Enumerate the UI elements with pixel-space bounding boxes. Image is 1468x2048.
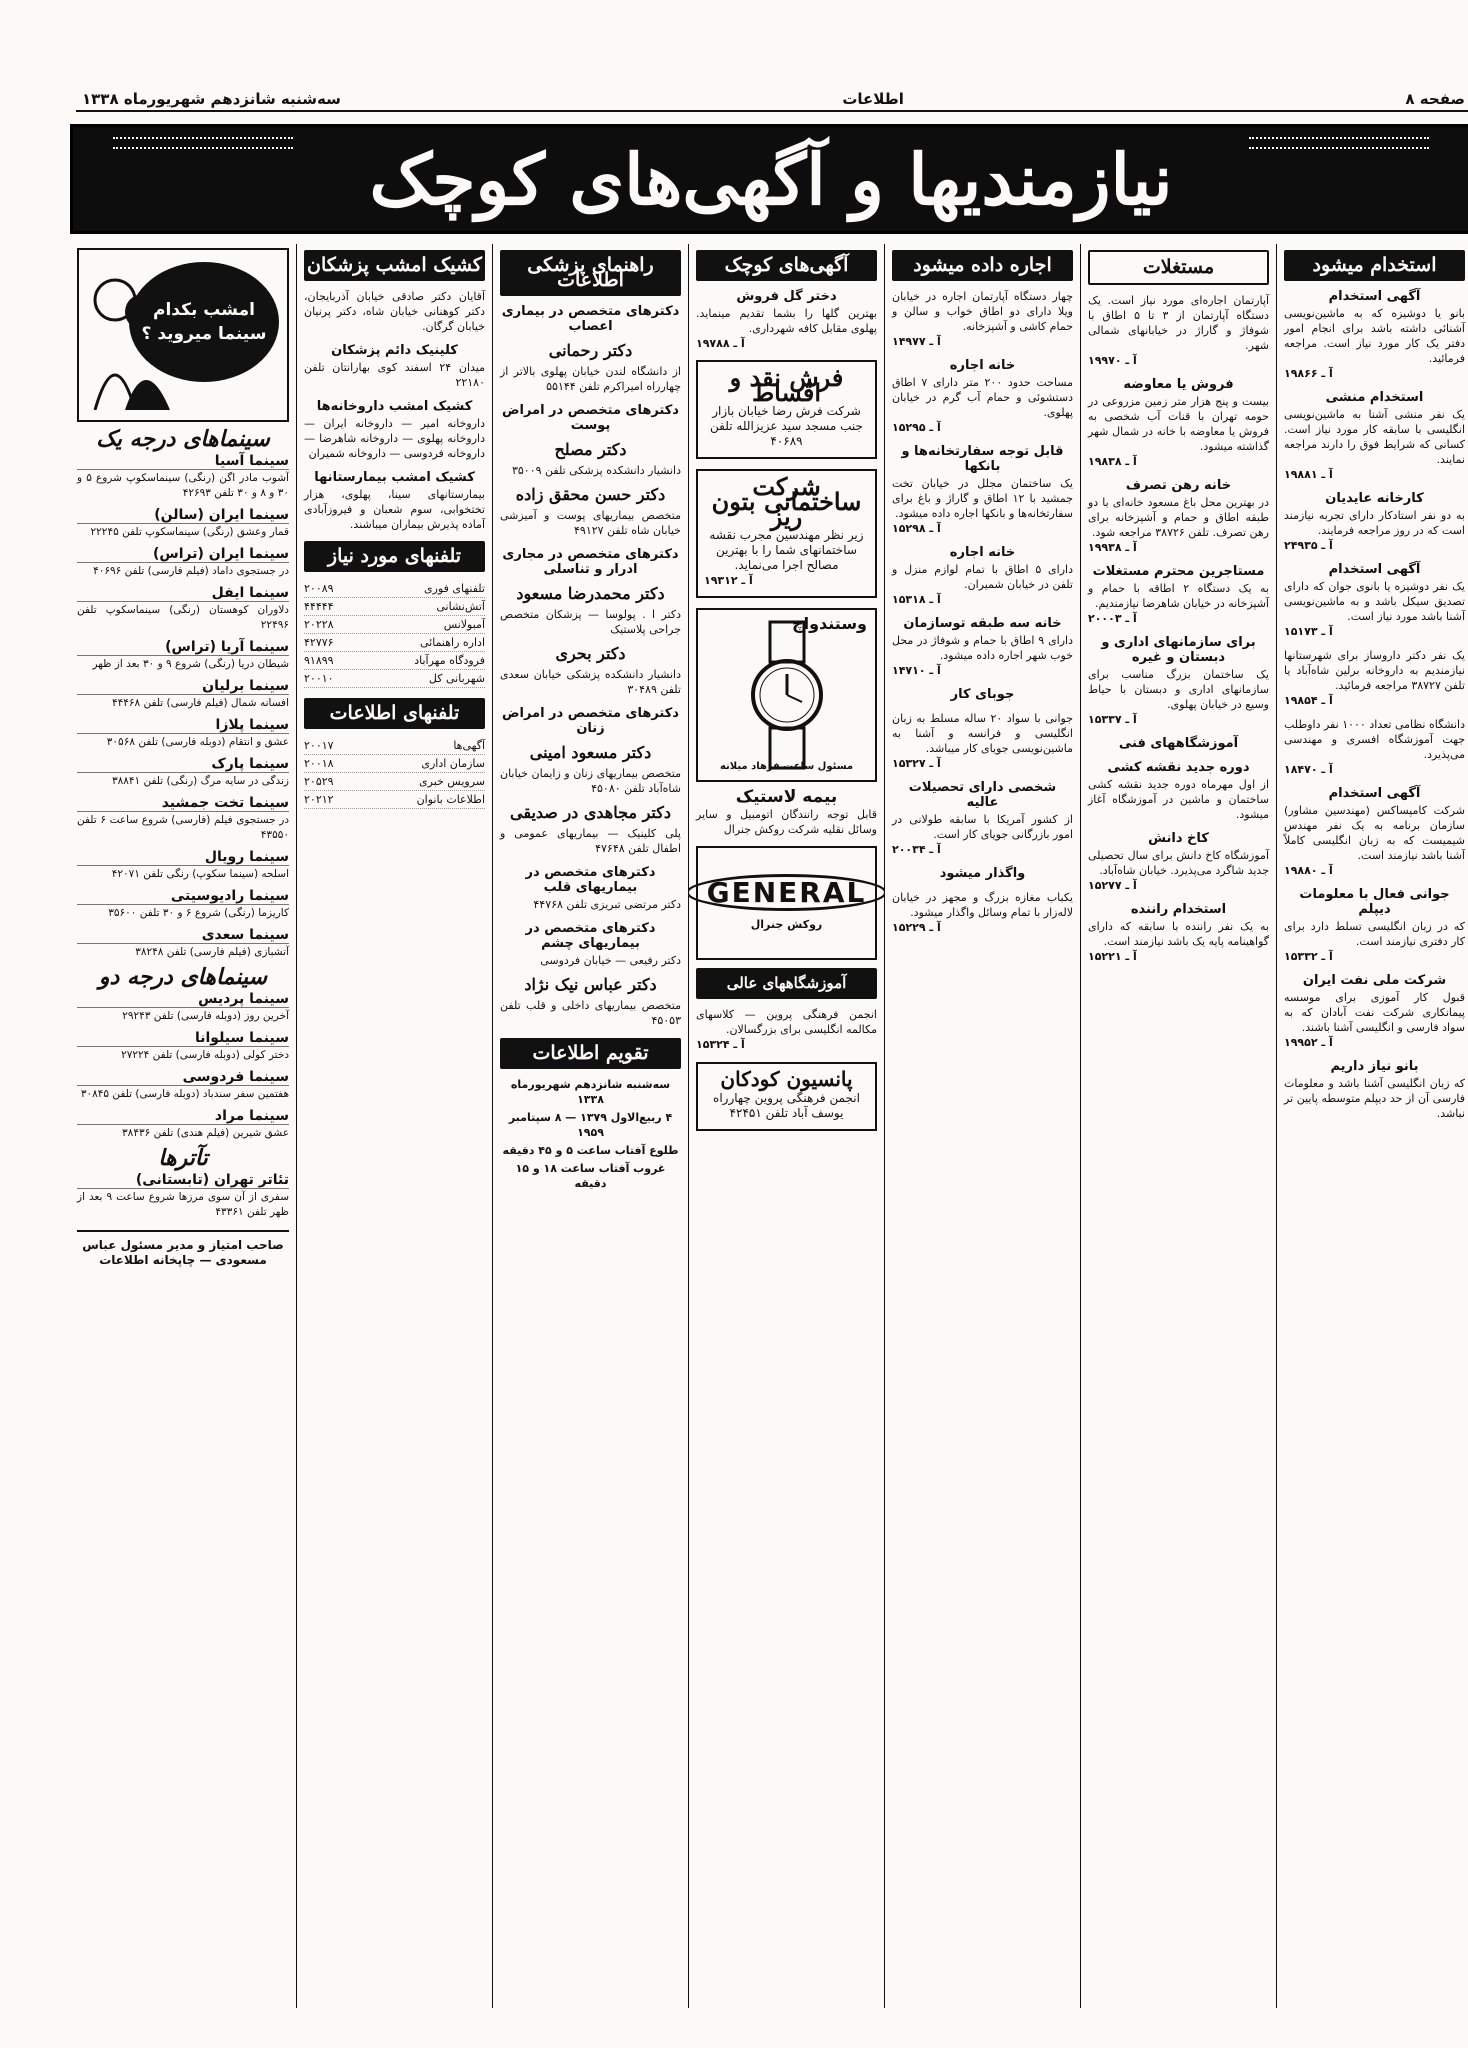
watch-tag: مسئول ساعت فرهاد میلانه xyxy=(719,761,854,772)
issue-date: سه‌شنبه شانزدهم شهریورماه ۱۳۳۸ xyxy=(82,90,341,108)
phone-row xyxy=(304,737,485,755)
construction-ad xyxy=(696,469,877,598)
doctor-details: پلی کلینیک — بیماریهای عمومی و اطفال تلفن ۴۷۶۴۸ xyxy=(500,827,681,855)
column-hiring xyxy=(1276,244,1468,2008)
ad-title: استخدام راننده xyxy=(1130,902,1227,917)
doctor-name: دکترهای متخصص در امراض زنان xyxy=(502,706,679,736)
doctor-name: دکتر حسن محقق زاده xyxy=(515,485,666,504)
theater-body: سفری از آن سوی مرزها شروع ساعت ۹ بعد از ظهر تلفن ۴۳۳۶۱ xyxy=(77,1191,289,1218)
column-cinemas xyxy=(70,244,296,2008)
cinema-program: آتشبازی (فیلم فارسی) تلفن ۳۸۲۴۸ xyxy=(135,946,289,958)
phone-name: فرودگاه مهرآباد xyxy=(414,654,485,667)
ad-body: انجمن فرهنگی پروین چهارراه یوسف آباد تلفن ۴۲۴۵۱ xyxy=(713,1091,860,1120)
cinema-bubble: امشب بکدام سینما میروید ؟ xyxy=(129,262,279,382)
ad-code: آ ـ ۲۰۰۰۳ xyxy=(1088,612,1137,625)
ad-item xyxy=(892,780,1073,857)
doctor-name: دکترهای متخصص در بیماریهای چشم xyxy=(525,921,656,951)
cinema-program: عشق و انتقام (دوبله فارسی) تلفن ۳۰۵۶۸ xyxy=(106,736,289,748)
ad-title: مستاجرین محترم مستغلات xyxy=(1092,564,1265,579)
column-heading: اجاره داده میشود xyxy=(892,250,1073,281)
ad-item xyxy=(1284,562,1465,639)
doctor-details: دکتر رفیعی — خیابان فردوسی xyxy=(540,954,681,967)
notice-list xyxy=(304,289,485,532)
phone-number: ۹۱۸۹۹ xyxy=(304,654,334,667)
cinema-program: دختر کولی (دوبله فارسی) تلفن ۲۷۲۲۴ xyxy=(121,1049,289,1061)
ad-body: در بهترین محل باغ مسعود خانه‌ای با دو طبقه اطاق و حمام و آشپزخانه برای رهن تصرف. تلفن ۳۸۷۲۶ مراجعه شود. xyxy=(1088,496,1269,539)
phone-name: شهربانی کل xyxy=(428,672,485,685)
phone-name: سازمان اداری xyxy=(421,757,485,770)
ad-body: بیست و پنج هزار متر زمین مزروعی در حومه تهران با قنات آب شخصی به فروش یا معاوضه با خانه در شمال شهر گذاشته میشود. xyxy=(1088,395,1269,453)
wristwatch-icon xyxy=(732,620,842,770)
column-heading: استخدام میشود xyxy=(1284,250,1465,281)
ad-body: قابل توجه رانندگان اتومبیل و سایر وسائل نقلیه شرکت روکش جنرال xyxy=(696,808,877,836)
ad-item xyxy=(1284,390,1465,482)
ad-item xyxy=(304,343,485,390)
ad-code: آ ـ ۱۵۲۹۸ xyxy=(892,522,941,535)
ad-title: بانو نیاز داریم xyxy=(1330,1059,1419,1074)
column-small-ads xyxy=(688,244,884,2008)
ad-item xyxy=(1088,736,1269,751)
phone-number: ۲۰۰۱۷ xyxy=(304,739,334,752)
ad-item xyxy=(1284,491,1465,553)
general-caption: روکش جنرال xyxy=(750,918,823,931)
doctor-item xyxy=(500,442,681,478)
ad-body: زیر نظر مهندسین مجرب نقشه ساختمانهای شما را با بهترین مصالح اجرا می‌نماید. xyxy=(709,528,864,572)
ad-title: فروش یا معاوضه xyxy=(1123,377,1234,392)
ad-title: آگهی استخدام xyxy=(1328,562,1421,577)
ad-item xyxy=(1284,289,1465,381)
cinema-name: سینما ایران (سالن) xyxy=(77,508,289,524)
ad-item xyxy=(892,687,1073,702)
phones-heading: تلفنهای مورد نیاز xyxy=(304,541,485,572)
ad-body: میدان ۲۴ اسفند کوی بهارانتان تلفن ۲۲۱۸۰ xyxy=(304,361,485,389)
ad-body: به دو نفر استادکار دارای تجربه نیازمند است که در روز مراجعه فرمایند. xyxy=(1284,509,1465,537)
doctor-item xyxy=(500,865,681,912)
doctor-name: دکترهای متخصص در امراض پوست xyxy=(502,403,679,433)
doctor-name: دکتر مسعود امینی xyxy=(529,743,652,762)
phone-number: ۲۰۵۲۹ xyxy=(304,775,334,788)
ad-title: دختر گل فروش xyxy=(736,289,837,304)
phone-row xyxy=(304,580,485,598)
ad-item xyxy=(892,444,1073,536)
doctor-item xyxy=(500,977,681,1028)
ad-item xyxy=(696,787,877,837)
ad-body: که در زبان انگلیسی تسلط دارد برای کار دفتری نیازمند است. xyxy=(1284,920,1465,948)
cinema-program: هفتمین سفر سندباد (دوبله فارسی) تلفن ۳۰۸۴۵ xyxy=(80,1088,289,1100)
ad-body: به یک نفر راننده با سابقه که دارای گواهینامه پایه یک باشد نیازمند است. xyxy=(1088,920,1269,948)
ad-item xyxy=(1088,478,1269,555)
ad-title: شرکت ملی نفت ایران xyxy=(1302,973,1447,988)
phone-number: ۲۰۰۸۹ xyxy=(304,582,334,595)
cinema-name: سینما سعدی xyxy=(77,928,289,944)
newspaper-name: اطلاعات xyxy=(842,90,904,108)
cinema-list xyxy=(77,992,289,1141)
calendar-line: غروب آفتاب ساعت ۱۸ و ۱۵ دقیقه xyxy=(515,1162,666,1190)
ad-title: فرش نقد و اقساط xyxy=(729,363,844,407)
ad-body: آپارتمان اجاره‌ای مورد نیاز است. یک دستگاه آپارتمان از ۳ تا ۵ اطاق با شوفاژ و گاراژ در خیابانهای شمالی شهر. xyxy=(1088,294,1269,352)
ad-body: انجمن فرهنگی پروین — کلاسهای مکالمه انگلیسی برای بزرگسالان. xyxy=(696,1008,877,1036)
page-number: صفحه ۸ xyxy=(1405,90,1465,108)
phone-row xyxy=(304,755,485,773)
ad-title: کاخ دانش xyxy=(1148,831,1209,846)
section-banner xyxy=(70,124,1468,234)
ad-code: آ ـ ۱۴۷۱۰ xyxy=(892,664,941,677)
theater-section-title: تآترها xyxy=(158,1145,208,1171)
cinema-program: افسانه شمال (فیلم فارسی) تلفن ۴۴۴۶۸ xyxy=(111,697,289,709)
doctor-name: دکتر عباس نیک نژاد xyxy=(524,975,657,994)
phone-row xyxy=(304,773,485,791)
ad-title: جوبای کار xyxy=(950,687,1015,702)
doctor-item xyxy=(500,304,681,334)
ad-code: آ ـ ۱۹۸۸۰ xyxy=(1284,864,1333,877)
ad-code: آ ـ ۱۹۸۶۶ xyxy=(1284,367,1333,380)
ad-title: شخصی دارای تحصیلات عالیه xyxy=(908,780,1057,810)
doctor-item xyxy=(500,805,681,856)
ad-code: آ ـ ۱۵۳۱۸ xyxy=(892,593,941,606)
ad-title: خانه اجاره xyxy=(949,358,1016,373)
publisher-note: صاحب امتیاز و مدیر مسئول عباس مسعودی — چاپخانه اطلاعات xyxy=(77,1230,289,1268)
ad-item xyxy=(1088,760,1269,822)
doctor-name: دکترهای متخصص در بیماریهای قلب xyxy=(525,865,656,895)
ad-title: شرکت ساختمانی بتون ریز xyxy=(711,472,862,531)
ad-body: دارای ۵ اطاق با تمام لوازم منزل و تلفن در خیابان شمیران. xyxy=(892,563,1073,591)
ad-item xyxy=(892,358,1073,435)
phone-number: ۲۰۰۱۰ xyxy=(304,672,334,685)
ad-body: یک نفر دوشیزه یا بانوی جوان که دارای تصدیق سیکل باشد و به ماشین‌نویسی آشنا باشد مورد نیاز است. xyxy=(1284,580,1465,623)
cinema-program: قمار وعشق (رنگی) سینماسکوپ تلفن ۲۲۲۴۵ xyxy=(90,526,289,538)
ad-title: آموزشگاههای فنی xyxy=(1118,736,1239,751)
ad-body: بهترین گلها را بشما تقدیم مینماید. پهلوی مقابل کافه شهرداری. xyxy=(696,307,877,335)
cinema-name: سینما رادیوسیتی xyxy=(77,889,289,905)
ad-item xyxy=(304,289,485,334)
cinema-name: سینما تخت جمشید xyxy=(77,796,289,812)
ad-code: آ ـ ۱۵۲۲۱ xyxy=(1088,950,1137,963)
doctor-name: دکتر مصلح xyxy=(554,440,627,459)
phone-name: اداره راهنمائی xyxy=(419,636,485,649)
ad-code: آ ـ ۱۵۲۹۵ xyxy=(892,421,941,434)
cinema-illustration xyxy=(77,248,289,422)
column-rent xyxy=(884,244,1080,2008)
ad-code: آ ـ ۱۵۳۲۷ xyxy=(892,757,941,770)
cinema-program: عشق شیرین (فیلم هندی) تلفن ۳۸۴۳۶ xyxy=(122,1127,289,1139)
subsection-heading: آموزشگاههای عالی xyxy=(696,968,877,999)
doctor-item xyxy=(500,745,681,796)
doctor-details: از دانشگاه لندن خیابان پهلوی بالاتر از چهارراه امیراکرم تلفن ۵۵۱۴۴ xyxy=(500,365,681,393)
ad-item xyxy=(1284,973,1465,1050)
ad-body: از اول مهرماه دوره جدید نقشه کشی ساختمان و ماشین در آموزشگاه آغاز میشود. xyxy=(1088,778,1269,821)
ad-item xyxy=(892,616,1073,678)
ad-item xyxy=(1284,717,1465,777)
cinema-name: سینما فردوسی xyxy=(77,1070,289,1086)
ad-code: آ ـ ۱۵۲۷۷ xyxy=(1088,879,1137,892)
phone-number: ۴۲۷۷۶ xyxy=(304,636,334,649)
column-heading: مستغلات xyxy=(1088,250,1269,285)
cinema-program: کاریزما (رنگی) شروع ۶ و ۳۰ تلفن ۳۵۶۰۰ xyxy=(108,907,289,919)
info-phone-list xyxy=(304,737,485,809)
calendar-line: ۴ ربیع‌الاول ۱۳۷۹ — ۸ سپتامبر ۱۹۵۹ xyxy=(508,1111,673,1139)
ad-body: دانشگاه نظامی تعداد ۱۰۰۰ نفر داوطلب جهت آموزشگاه افسری و مهندسی می‌پذیرد. xyxy=(1284,718,1466,761)
ad-body: آقایان دکتر صادقی خیابان آذربایجان، دکتر کوهنانی خیابان شاه، دکتر پرنیان خیابان گرگان. xyxy=(304,290,485,333)
ad-body: دارای ۹ اطاق با حمام و شوفاژ در محل خوب شهر اجاره داده میشود. xyxy=(892,634,1073,662)
ad-title: کلینیک دائم پزشکان xyxy=(331,343,458,358)
theater-name: تئاتر تهران (تابستانی) xyxy=(77,1173,289,1189)
ad-code: آ ـ ۱۹۳۱۲ xyxy=(704,574,753,587)
phone-row xyxy=(304,616,485,634)
general-logo: GENERAL xyxy=(688,874,884,911)
phone-number: ۲۰۲۱۲ xyxy=(304,793,334,806)
ad-title: کشیک امشب داروخانه‌ها xyxy=(316,399,473,414)
columns-container xyxy=(70,244,1468,2008)
carpet-ad xyxy=(696,360,877,459)
doctor-name: دکترهای متخصص در مجاری ادرار و تناسلی xyxy=(502,547,679,577)
cinema-name: سینما مراد xyxy=(77,1109,289,1125)
ad-code: آ ـ ۱۵۱۷۳ xyxy=(1284,625,1333,638)
ad-item xyxy=(1088,377,1269,469)
cinema-section-title: سینماهای درجه دو xyxy=(98,964,268,990)
calendar-list xyxy=(500,1077,681,1191)
column-medical-guide xyxy=(492,244,688,2008)
info-phones-heading: تلفنهای اطلاعات xyxy=(304,698,485,729)
ad-item xyxy=(1284,786,1465,878)
doctor-item xyxy=(500,706,681,736)
cinema-name: سینما پلازا xyxy=(77,718,289,734)
ad-body: از کشور آمریکا با سابقه طولانی در امور بازرگانی جویای کار است. xyxy=(892,813,1073,841)
doctor-name: دکتر بحری xyxy=(555,644,626,663)
ad-body: شرکت فرش رضا خیابان بازار جنب مسجد سید عزیزالله تلفن ۴۰۶۸۹ xyxy=(710,404,863,448)
doctor-name: دکتر رحمانی xyxy=(548,341,633,360)
phone-number: ۲۰۰۱۸ xyxy=(304,757,334,770)
column-heading: راهنمای پزشکی اطلاعات xyxy=(500,250,681,296)
ad-item xyxy=(1284,1059,1465,1121)
watch-brand: وستندواچ xyxy=(792,614,867,633)
doctor-item xyxy=(500,646,681,697)
phone-row xyxy=(304,791,485,809)
phone-name: تلفنهای فوری xyxy=(424,582,485,595)
ad-title: قابل توجه سفارتخانه‌ها و بانکها xyxy=(901,444,1064,474)
cinema-program: در جستجوی داماد (فیلم فارسی) تلفن ۴۰۶۹۶ xyxy=(93,565,289,577)
cinema-name: سینما ایفل xyxy=(77,586,289,602)
doctor-name: دکترهای متخصص در بیماری اعصاب xyxy=(501,304,680,334)
ad-item xyxy=(1088,564,1269,626)
ad-title: جوانی فعال با معلومات دیپلم xyxy=(1299,887,1450,917)
doctor-details: دانشیار دانشکده پزشکی خیابان سعدی تلفن ۳۰۴۸۹ xyxy=(500,668,681,696)
cinema-program: آشوب مادر اگن (رنگی) سینماسکوپ شروع ۵ و ۳۰ و ۸ و ۳۰ تلفن ۴۲۶۹۳ xyxy=(77,472,289,499)
ad-body: مساحت حدود ۲۰۰ متر دارای ۷ اطاق دستشوئی و حمام آب گرم در خیابان پهلوی. xyxy=(892,376,1074,419)
column-on-call xyxy=(296,244,492,2008)
ad-title: دوره جدید نقشه کشی xyxy=(1107,760,1250,775)
ad-title: آگهی استخدام xyxy=(1328,289,1421,304)
ad-item xyxy=(1088,902,1269,964)
ad-body: داروخانه امیر — داروخانه ایران — داروخانه پهلوی — داروخانه شاهرضا — داروخانه فردوسی — داروخانه شمیران xyxy=(304,417,485,460)
banner-title: نیازمندیها و آگهی‌های کوچک xyxy=(369,137,1173,221)
phone-row xyxy=(304,634,485,652)
phone-row xyxy=(304,670,485,688)
ad-body: یکباب مغازه بزرگ و مجهز در خیابان لاله‌زار با تمام وسائل واگذار میشود. xyxy=(892,891,1073,919)
doctor-item xyxy=(500,921,681,968)
ad-code: آ ـ ۱۹۹۵۲ xyxy=(1284,1036,1333,1049)
ad-code: آ ـ ۱۵۳۲۴ xyxy=(696,1038,745,1051)
cinema-program: زندگی در سایه مرگ (رنگی) تلفن ۳۸۸۴۱ xyxy=(111,775,289,787)
banner-ornament-left xyxy=(113,137,293,149)
ad-item xyxy=(892,711,1073,771)
phone-list xyxy=(304,580,485,688)
ad-body: آموزشگاه کاخ دانش برای سال تحصیلی جدید شاگرد می‌پذیرد. خیابان شاه‌آباد. xyxy=(1088,849,1269,877)
ad-body: یک ساختمان بزرگ مناسب برای سازمانهای اداری و دبستان با حیاط وسیع در خیابان پهلوی. xyxy=(1088,668,1269,711)
watch-ad xyxy=(696,608,877,782)
ad-body: شرکت کامپساکس (مهندسین مشاور) سازمان برنامه به یک نفر مهندس شیمیست که به زبان انگلیسی کاملاً آشنا باشد نیازمند است. xyxy=(1284,804,1465,862)
page-header xyxy=(76,88,1468,112)
cinema-name: سینما پردیس xyxy=(77,992,289,1008)
cinema-program: دلاوران کوهستان (رنگی) سینماسکوپ تلفن ۲۲۴۹۶ xyxy=(77,604,289,631)
cinema-name: سینما ایران (تراس) xyxy=(77,547,289,563)
cinema-name: سینما رویال xyxy=(77,850,289,866)
doctor-item xyxy=(500,403,681,433)
ad-item xyxy=(1284,648,1465,708)
calendar-line: سه‌شنبه شانزدهم شهریورماه ۱۳۳۸ xyxy=(510,1078,671,1106)
cinema-program: شیطان دریا (رنگی) شروع ۹ و ۳۰ بعد از ظهر xyxy=(92,658,289,670)
ad-item xyxy=(1088,635,1269,727)
cinema-section-title: سینماهای درجه یک xyxy=(96,426,270,452)
ad-list xyxy=(1088,293,1269,964)
ad-code: آ ـ ۱۵۳۳۷ xyxy=(1088,713,1137,726)
ad-body: چهار دستگاه آپارتمان اجاره در خیابان ویلا دارای دو اطاق خواب و سالن و حمام کاشی و آشپزخانه. xyxy=(892,290,1073,333)
ad-title: برای سازمانهای اداری و دبستان و غیره xyxy=(1101,635,1256,665)
ad-item xyxy=(1088,831,1269,893)
cinema-list xyxy=(77,454,289,960)
phone-name: اطلاعات بانوان xyxy=(416,793,485,806)
cinema-program: در جستجوی فیلم (فارسی) شروع ساعت ۶ تلفن ۴۳۵۵۰ xyxy=(77,814,290,841)
cinema-program: آخرین روز (دوبله فارسی) تلفن ۲۹۲۴۳ xyxy=(122,1010,289,1022)
doctor-name: دکتر مجاهدی در صدیقی xyxy=(510,803,671,822)
ad-body: بیمارستانهای سینا، پهلوی، هزار تختخوابی، سوم شعبان و فیروزآبادی آماده پذیرش بیماران میباشند. xyxy=(304,488,485,531)
ad-body: جوانی با سواد ۲۰ ساله مسلط به زبان انگلیسی و فرانسه و آشنا به ماشین‌نویسی جویای کار میباشد. xyxy=(892,712,1073,755)
banner-ornament-right xyxy=(1249,137,1429,149)
doctor-name: دکتر محمدرضا مسعود xyxy=(516,584,665,603)
phone-row xyxy=(304,652,485,670)
cinema-name: سینما آسیا xyxy=(77,454,289,470)
ad-item xyxy=(304,399,485,461)
phone-number: ۴۴۴۴۴ xyxy=(304,600,334,613)
ad-body: یک نفر منشی آشنا به ماشین‌نویسی انگلیسی با سابقه کار مورد نیاز است. کسانی که شرایط فوق را دارند مراجعه نمایند. xyxy=(1284,408,1465,466)
ad-item xyxy=(696,289,877,351)
ad-title: پانسیون کودکان xyxy=(720,1067,853,1091)
kindergarten-ad xyxy=(696,1062,877,1131)
doctor-details: دکتر مرتضی تبریزی تلفن ۴۴۷۶۸ xyxy=(533,898,681,911)
ad-code: آ ـ ۱۹۹۷۰ xyxy=(1088,354,1137,367)
ad-title: آگهی استخدام xyxy=(1328,786,1421,801)
ad-title: واگذار میشود xyxy=(939,866,1026,881)
doctor-details: متخصص بیماریهای داخلی و قلب تلفن ۴۵۰۵۳ xyxy=(500,999,681,1027)
ad-body: که زبان انگلیسی آشنا باشد و معلومات فارسی آن از حد دیپلم متوسطه پایین تر نباشد. xyxy=(1284,1077,1465,1120)
doctor-details: دانشیار دانشکده پزشکی تلفن ۳۵۰۰۹ xyxy=(511,464,681,477)
phone-name: آگهی‌ها xyxy=(453,739,485,752)
ad-item xyxy=(1088,293,1269,368)
ad-item xyxy=(1284,887,1465,964)
ad-item xyxy=(892,890,1073,935)
ad-body: به یک دستگاه ۲ اطاقه با حمام و آشپزخانه در خیابان شاهرضا نیازمندیم. xyxy=(1088,582,1269,610)
doctor-details: دکتر ا . پولوسا — پزشکان متخصص جراحی پلاستیک xyxy=(500,608,681,636)
ad-code: آ ـ ۱۸۴۷۰ xyxy=(1284,763,1333,776)
ad-code: آ ـ ۱۵۲۲۹ xyxy=(892,921,941,934)
ad-code: آ ـ ۱۹۸۵۴ xyxy=(1284,694,1333,707)
ad-title: خانه سه طبقه توسازمان xyxy=(903,616,1062,631)
ad-list xyxy=(892,289,1073,935)
ad-item xyxy=(892,545,1073,607)
ad-title: کارخانه عایدیان xyxy=(1325,491,1424,506)
phone-name: آمبولانس xyxy=(443,618,485,631)
ad-code: آ ـ ۱۹۸۸۱ xyxy=(1284,468,1333,481)
cinema-name: سینما برلیان xyxy=(77,679,289,695)
ad-item xyxy=(892,289,1073,349)
ad-body: یک ساختمان مجلل در خیابان تخت جمشید با ۱۲ اطاق و گاراژ و باغ برای سفارتخانه‌ها و بانکها اجاره داده میشود. xyxy=(892,477,1073,520)
ad-code: آ ـ ۱۹۹۳۸ xyxy=(1088,541,1137,554)
doctor-item xyxy=(500,487,681,538)
column-heading: آگهی‌های کوچک xyxy=(696,250,877,281)
doctor-details: متخصص بیماریهای زنان و زایمان خیابان شاه‌آباد تلفن ۴۵۰۸۰ xyxy=(500,767,681,795)
ad-title: خانه رهن تصرف xyxy=(1125,478,1232,493)
ad-code: آ ـ ۱۹۸۳۸ xyxy=(1088,455,1137,468)
doctor-item xyxy=(500,586,681,637)
ad-body: یک نفر دکتر داروساز برای شهرستانها نیازمندیم به داروخانه برلین شاه‌آباد یا تلفن ۳۸۷۲۷ مراجعه فرمائید. xyxy=(1284,649,1465,692)
column-real-estate xyxy=(1080,244,1276,2008)
calendar-heading: تقویم اطلاعات xyxy=(500,1038,681,1069)
ad-code: آ ـ ۱۹۷۸۸ xyxy=(696,337,745,350)
ad-item xyxy=(892,866,1073,881)
doctor-item xyxy=(500,547,681,577)
phone-row xyxy=(304,598,485,616)
phone-name: آتش‌نشانی xyxy=(436,600,485,613)
column-heading: کشیک امشب پزشکان xyxy=(304,250,485,281)
doctor-item xyxy=(500,343,681,394)
ad-body: بانو یا دوشیزه که به ماشین‌نویسی آشنائی داشته باشد برای انجام امور دفتر یک کار مورد نیاز است. مراجعه فرمائید. xyxy=(1284,307,1465,365)
doctor-details: متخصص بیماریهای پوست و آمیزشی خیابان شاه تلفن ۴۹۱۲۷ xyxy=(500,509,681,537)
calendar-line: طلوع آفتاب ساعت ۵ و ۴۵ دقیقه xyxy=(502,1144,679,1157)
ad-body: قبول کار آموزی برای موسسه پیمانکاری شرکت نفت آبادان که به سواد فارسی و انگلیسی آشنا باشند. xyxy=(1284,991,1465,1034)
cinema-program: اسلحه (سینما سکوپ) رنگی تلفن ۴۲۰۷۱ xyxy=(111,868,289,880)
ad-title: بیمه لاستیک xyxy=(735,787,838,807)
phone-name: سرویس خبری xyxy=(419,775,485,788)
cinema-name: سینما پارک xyxy=(77,757,289,773)
ad-title: کشیک امشب بیمارستانها xyxy=(314,470,475,485)
phone-number: ۲۰۲۲۸ xyxy=(304,618,334,631)
doctor-list xyxy=(500,304,681,1028)
cinema-name: سینما آریا (تراس) xyxy=(77,640,289,656)
ad-title: خانه اجاره xyxy=(949,545,1016,560)
ad-code: آ ـ ۲۴۹۳۵ xyxy=(1284,539,1333,552)
ad-list xyxy=(1284,289,1465,1121)
ad-code: آ ـ ۲۰۰۳۴ xyxy=(892,843,941,856)
cinema-name: سینما سیلوانا xyxy=(77,1031,289,1047)
ad-code: آ ـ ۱۴۹۷۷ xyxy=(892,335,941,348)
ad-code: آ ـ ۱۵۳۳۲ xyxy=(1284,950,1333,963)
ad-item xyxy=(304,470,485,532)
ad-title: استخدام منشی xyxy=(1325,390,1424,405)
general-tire-ad xyxy=(696,846,877,960)
